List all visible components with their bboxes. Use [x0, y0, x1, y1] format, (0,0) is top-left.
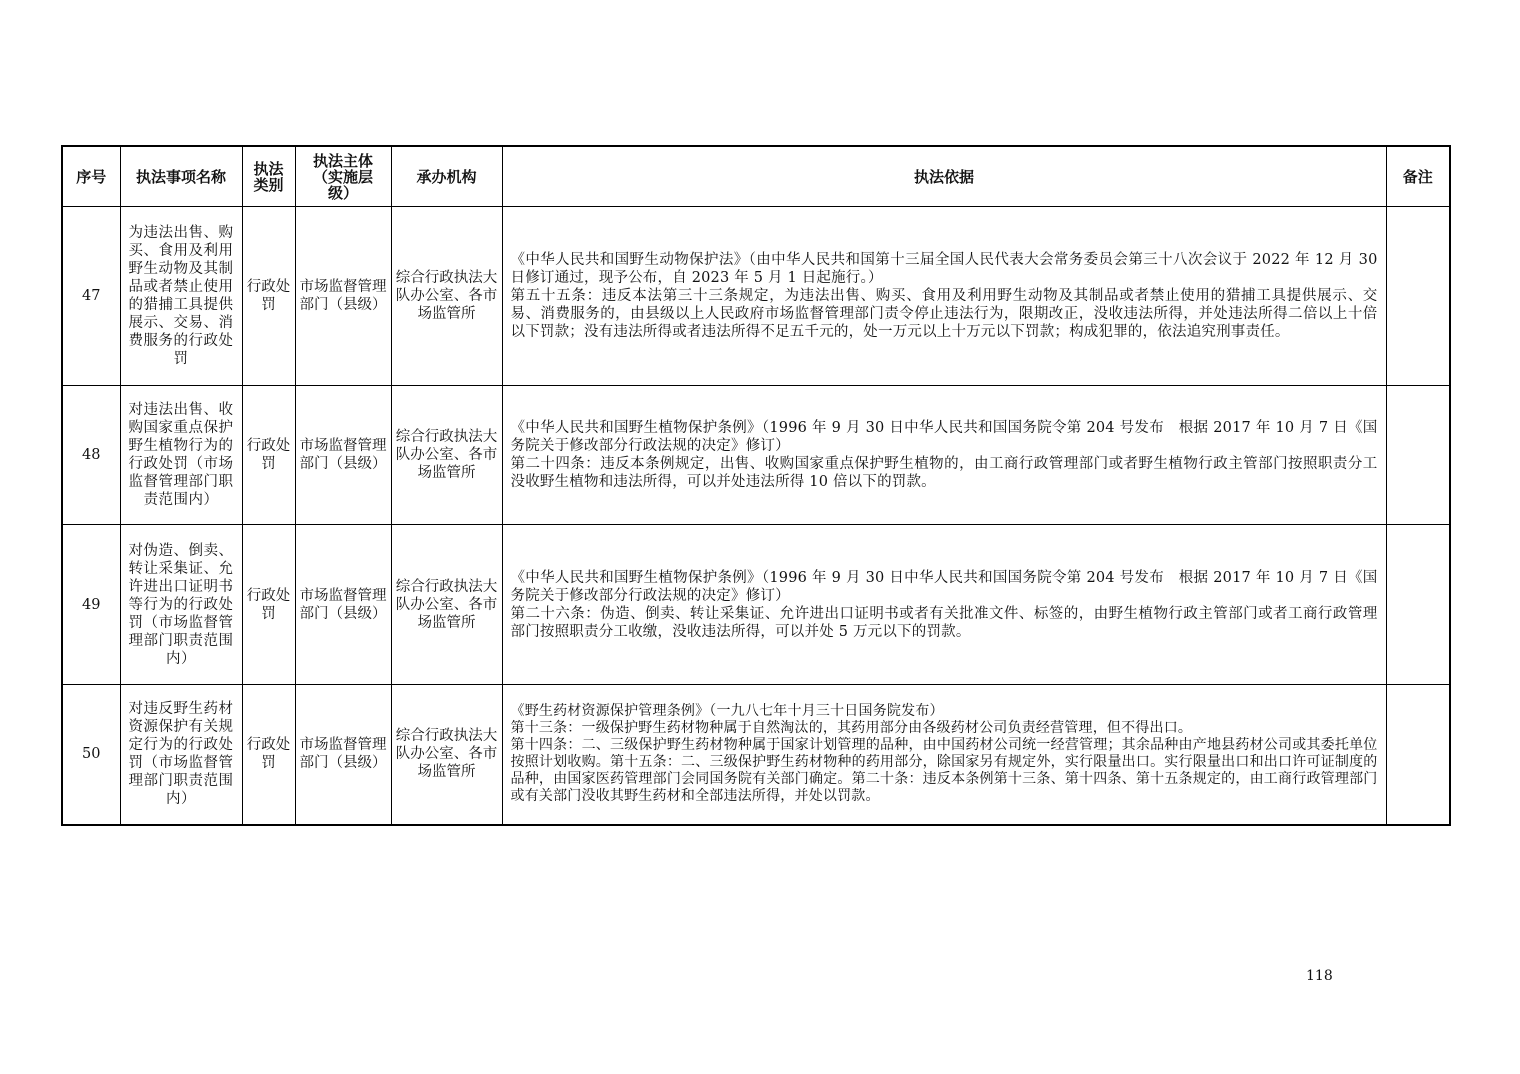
header-remark: 备注: [1386, 146, 1450, 207]
row-remark: [1386, 207, 1450, 386]
row-remark: [1386, 525, 1450, 685]
row-item-name: 为违法出售、购买、食用及利用野生动物及其制品或者禁止使用的猎捕工具提供展示、交易、消费服务的行政处罚: [120, 207, 242, 386]
page-number: 118: [1306, 968, 1333, 984]
header-agency: 承办机构: [391, 146, 502, 207]
row-agency: 综合行政执法大队办公室、各市场监管所: [391, 207, 502, 386]
row-category: 行政处罚: [242, 386, 295, 525]
row-no: 48: [62, 386, 120, 525]
enforcement-items-table: [61, 145, 1451, 826]
table-row: [62, 207, 1450, 386]
header-subject: 执法主体（实施层级）: [295, 146, 391, 207]
basis-line: 《野生药材资源保护管理条例》（一九八七年十月三十日国务院发布）: [510, 703, 944, 720]
basis-line: 第二十四条：违反本条例规定，出售、收购国家重点保护野生植物的，由工商行政管理部门或者野生植物行政主管部门按照职责分工没收野生植物和违法所得，可以并处违法所得 10 倍以下的罚款。: [510, 456, 1378, 490]
row-item-name: 对违法出售、收购国家重点保护野生植物行为的行政处罚（市场监督管理部门职责范围内）: [120, 386, 242, 525]
row-remark: [1386, 386, 1450, 525]
row-basis: [502, 685, 1386, 825]
header-name: 执法事项名称: [120, 146, 242, 207]
row-subject: 市场监督管理部门（县级）: [295, 207, 391, 386]
header-category: 执法类别: [242, 146, 295, 207]
row-remark: [1386, 685, 1450, 825]
table-row: [62, 386, 1450, 525]
header-no: 序号: [62, 146, 120, 207]
row-category: 行政处罚: [242, 525, 295, 685]
row-basis: [502, 386, 1386, 525]
row-agency: 综合行政执法大队办公室、各市场监管所: [391, 685, 502, 825]
basis-line: 第十三条：一级保护野生药材物种属于自然淘汰的，其药用部分由各级药材公司负责经营管理，但不得出口。: [510, 720, 1193, 737]
row-agency: 综合行政执法大队办公室、各市场监管所: [391, 386, 502, 525]
row-no: 49: [62, 525, 120, 685]
basis-line: 《中华人民共和国野生动物保护法》（由中华人民共和国第十三届全国人民代表大会常务委员会第三十八次会议于 2022 年 12 月 30 日修订通过，现予公布，自 2023 年 5 月 1 日起施行。）: [510, 252, 1378, 286]
row-subject: 市场监督管理部门（县级）: [295, 386, 391, 525]
row-subject: 市场监督管理部门（县级）: [295, 525, 391, 685]
row-item-name: 对伪造、倒卖、转让采集证、允许进出口证明书等行为的行政处罚（市场监督管理部门职责范围内）: [120, 525, 242, 685]
row-subject: 市场监督管理部门（县级）: [295, 685, 391, 825]
row-no: 47: [62, 207, 120, 386]
row-no: 50: [62, 685, 120, 825]
basis-line: 《中华人民共和国野生植物保护条例》（1996 年 9 月 30 日中华人民共和国国务院令第 204 号发布 根据 2017 年 10 月 7 日《国务院关于修改部分行政法规的决定》修订）: [510, 420, 1378, 454]
header-basis: 执法依据: [502, 146, 1386, 207]
basis-line: 《中华人民共和国野生植物保护条例》（1996 年 9 月 30 日中华人民共和国国务院令第 204 号发布 根据 2017 年 10 月 7 日《国务院关于修改部分行政法规的决定》修订）: [510, 569, 1378, 604]
row-agency: 综合行政执法大队办公室、各市场监管所: [391, 525, 502, 685]
row-basis: [502, 525, 1386, 685]
row-category: 行政处罚: [242, 685, 295, 825]
table-row: [62, 685, 1450, 825]
basis-line: 第二十六条：伪造、倒卖、转让采集证、允许进出口证明书或者有关批准文件、标签的，由野生植物行政主管部门或者工商行政管理部门按照职责分工收缴，没收违法所得，可以并处 5 万元以下的罚款。: [510, 605, 1378, 640]
basis-line: 第十四条：二、三级保护野生药材物种属于国家计划管理的品种，由中国药材公司统一经营管理；其余品种由产地县药材公司或其委托单位按照计划收购。第十五条：二、三级保护野生药材物种的药用部分，除国家另有规定外，实行限量出口。实行限量出口和出口许可证制度的品种，由国家医药管理部门会同国务院有关部门确定。第二十条：违反本条例第十三条、第十四条、第十五条规定的，由工商行政管理部门或有关部门没收其野生药材和全部违法所得，并处以罚款。: [510, 737, 1378, 805]
basis-line: 第五十五条：违反本法第三十三条规定，为违法出售、购买、食用及利用野生动物及其制品或者禁止使用的猎捕工具提供展示、交易、消费服务的，由县级以上人民政府市场监督管理部门责令停止违法行为，限期改正，没收违法所得，并处违法所得二倍以上十倍以下罚款；没有违法所得或者违法所得不足五千元的，处一万元以上十万元以下罚款；构成犯罪的，依法追究刑事责任。: [510, 288, 1378, 340]
row-category: 行政处罚: [242, 207, 295, 386]
table-header-row: [62, 146, 1450, 207]
table-row: [62, 525, 1450, 685]
row-item-name: 对违反野生药材资源保护有关规定行为的行政处罚（市场监督管理部门职责范围内）: [120, 685, 242, 825]
row-basis: [502, 207, 1386, 386]
